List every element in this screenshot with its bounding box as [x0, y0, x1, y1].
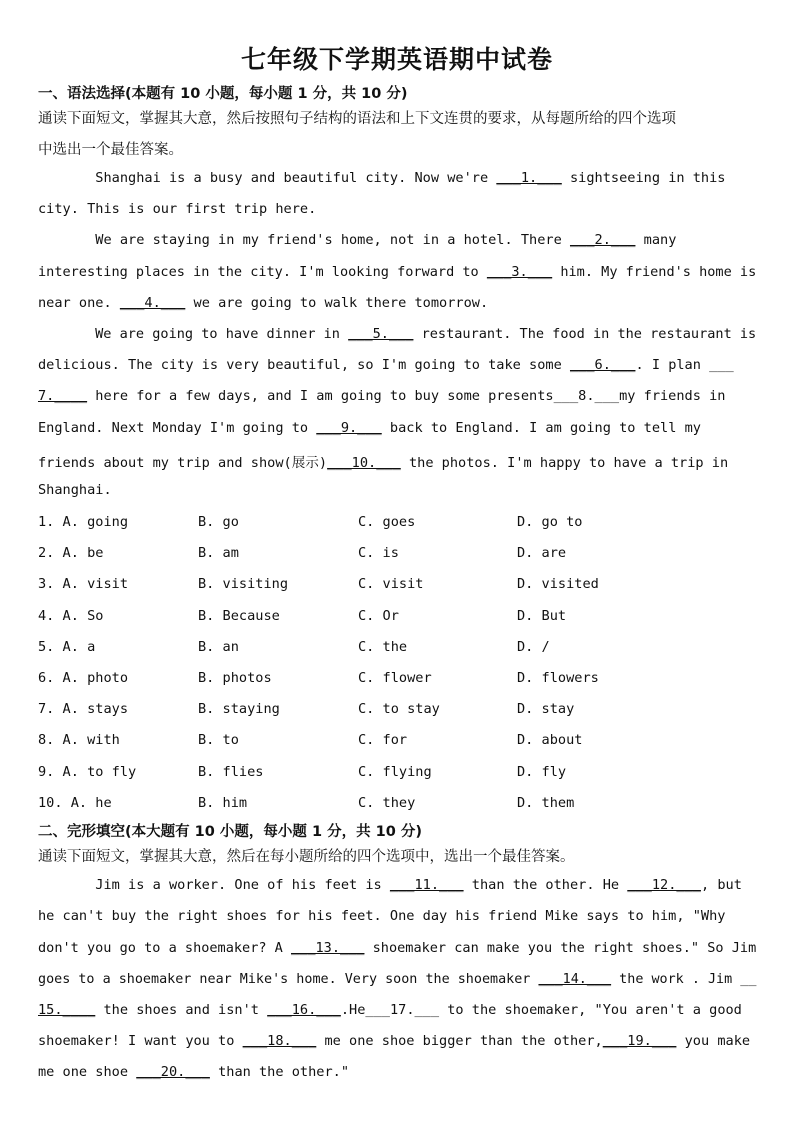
option-row — [38, 701, 756, 721]
option-choice: B. to — [198, 732, 239, 749]
option-choice: C. goes — [358, 514, 416, 530]
option-choice: D. them — [517, 794, 575, 811]
option-choice: D. But — [517, 607, 567, 624]
option-choice: 1. A. going — [38, 514, 129, 530]
option-choice: D. / — [517, 638, 550, 655]
passage-text: many — [635, 232, 677, 248]
option-choice: D. go to — [517, 514, 583, 530]
answer-blank: ___13.___ — [291, 940, 365, 956]
passage-text: friends about my trip and show(展示) — [38, 455, 328, 471]
option-choice: 10. A. he — [38, 794, 112, 811]
passage-text: goes to a shoemaker near Mike's home. Very soon the shoemaker — [38, 971, 539, 987]
page-title: 七年级下学期英语期中试卷 — [240, 45, 553, 74]
answer-blank: ___3.___ — [486, 264, 553, 280]
passage-line — [38, 388, 725, 404]
passage-text: Shanghai is a busy and beautiful city. Now we're — [38, 170, 497, 186]
passage-text: back to England. I am going to tell my — [381, 420, 701, 436]
passage-line — [38, 295, 488, 311]
option-choice: D. stay — [517, 701, 575, 718]
section2-heading: 二、完形填空(本大题有 10 小题，每小题 1 分，共 10 分) — [38, 824, 422, 840]
section2-instruction: 通读下面短文，掌握其大意，然后在每小题所给的四个选项中，选出一个最佳答案。 — [38, 849, 575, 865]
passage-text: near one. — [38, 295, 120, 311]
option-choice: 9. A. to fly — [38, 763, 137, 780]
option-choice: C. visit — [358, 576, 424, 593]
answer-blank: ___10.___ — [327, 455, 401, 471]
option-choice: C. is — [358, 545, 399, 562]
passage-line — [38, 877, 742, 893]
option-choice: D. about — [517, 732, 583, 749]
option-row — [38, 670, 756, 690]
passage-line — [38, 1033, 750, 1049]
passage-line — [38, 170, 725, 186]
passage-text: the photos. I'm happy to have a trip in — [400, 455, 729, 471]
passage-line — [38, 326, 756, 342]
passage-line — [38, 1064, 349, 1080]
passage-text: him. My friend's home is — [552, 264, 757, 280]
passage-line — [38, 482, 112, 498]
passage-text: We are staying in my friend's home, not in a hotel. There — [38, 232, 570, 248]
passage-text: the work . Jim __ — [611, 971, 757, 987]
passage-text: don't you go to a shoemaker? A — [38, 940, 292, 956]
passage-text: than the other. He — [463, 877, 628, 893]
passage-text: shoemaker! I want you to — [38, 1033, 243, 1049]
option-choice: 3. A. visit — [38, 576, 129, 593]
passage-text: We are going to have dinner in — [38, 326, 349, 342]
option-row — [38, 608, 756, 628]
option-choice: 5. A. a — [38, 638, 96, 655]
option-choice: B. staying — [198, 701, 280, 718]
passage-line — [38, 264, 756, 280]
option-choice: B. an — [198, 638, 239, 655]
option-row — [38, 514, 756, 534]
option-choice: C. they — [358, 794, 416, 811]
answer-blank: ___16.___ — [267, 1002, 341, 1018]
answer-blank: ___9.___ — [316, 420, 382, 436]
passage-line — [38, 232, 676, 248]
passage-text: delicious. The city is very beautiful, so I'm going to take some — [38, 357, 570, 373]
passage-line — [38, 940, 756, 956]
option-row — [38, 732, 756, 752]
section1-instruction-line2: 中选出一个最佳答案。 — [38, 142, 183, 158]
passage-text: Shanghai. — [38, 482, 112, 498]
option-row — [38, 576, 756, 596]
option-choice: 7. A. stays — [38, 701, 129, 718]
option-row — [38, 639, 756, 659]
passage-text: restaurant. The food in the restaurant is — [413, 326, 757, 342]
option-choice: B. go — [198, 514, 239, 530]
answer-blank: 7.____ — [38, 388, 88, 404]
option-choice: C. the — [358, 638, 408, 655]
passage-line — [38, 420, 701, 436]
passage-line — [38, 971, 756, 987]
option-choice: B. flies — [198, 763, 264, 780]
passage-line — [38, 1002, 742, 1018]
option-choice: B. visiting — [198, 576, 289, 593]
passage-text: me one shoe — [38, 1064, 137, 1080]
passage-line — [38, 201, 316, 217]
passage-text: interesting places in the city. I'm looking forward to — [38, 264, 487, 280]
answer-blank: ___12.___ — [627, 877, 701, 893]
passage-text: he can't buy the right shoes for his feet. One day his friend Mike says to him, "Why — [38, 908, 726, 924]
answer-blank: ___5.___ — [348, 326, 414, 342]
passage-text: me one shoe bigger than the other, — [316, 1033, 603, 1049]
passage-text: . I plan ___ — [635, 357, 734, 373]
answer-blank: ___2.___ — [569, 232, 636, 248]
passage-text: shoemaker can make you the right shoes." So Jim — [364, 940, 757, 956]
answer-blank: ___6.___ — [569, 357, 636, 373]
passage-text: the shoes and isn't — [95, 1002, 268, 1018]
passage-text: Jim is a worker. One of his feet is — [38, 877, 390, 893]
option-choice: D. visited — [517, 576, 599, 593]
passage-line — [38, 451, 728, 471]
answer-blank: ___18.___ — [242, 1033, 317, 1049]
answer-blank: 15.____ — [38, 1002, 96, 1018]
option-choice: 2. A. be — [38, 545, 104, 562]
passage-text: than the other." — [209, 1064, 350, 1080]
section1-instruction-line1: 通读下面短文，掌握其大意，然后按照句子结构的语法和上下文连贯的要求，从每题所给的四个选项 — [38, 111, 676, 127]
answer-blank: ___4.___ — [119, 295, 186, 311]
option-row — [38, 764, 756, 784]
option-choice: B. Because — [198, 607, 280, 624]
passage-text: you make — [676, 1033, 751, 1049]
option-choice: 8. A. with — [38, 732, 120, 749]
option-choice: D. flowers — [517, 670, 599, 686]
option-row — [38, 795, 756, 815]
answer-blank: ___20.___ — [136, 1064, 210, 1080]
passage-text: sightseeing in this — [561, 170, 726, 186]
passage-text: , but — [700, 877, 742, 893]
option-choice: B. am — [198, 545, 239, 562]
option-choice: C. flower — [358, 670, 432, 686]
option-choice: D. are — [517, 545, 567, 562]
option-choice: B. photos — [198, 670, 272, 686]
section1-heading: 一、语法选择(本题有 10 小题，每小题 1 分，共 10 分) — [38, 86, 408, 102]
passage-text: England. Next Monday I'm going to — [38, 420, 317, 436]
option-choice: 6. A. photo — [38, 670, 129, 686]
passage-text: we are going to walk there tomorrow. — [185, 295, 489, 311]
passage-text: .He___17.___ to the shoemaker, "You aren't a good — [340, 1002, 742, 1018]
passage-line — [38, 908, 725, 924]
answer-blank: ___14.___ — [538, 971, 612, 987]
passage-text: here for a few days, and I am going to buy some presents___8.___my friends in — [87, 388, 726, 404]
answer-blank: ___1.___ — [496, 170, 562, 186]
option-choice: 4. A. So — [38, 607, 104, 624]
option-choice: B. him — [198, 794, 248, 811]
passage-line — [38, 357, 734, 373]
option-choice: C. Or — [358, 607, 399, 624]
option-choice: D. fly — [517, 763, 567, 780]
option-choice: C. flying — [358, 763, 432, 780]
option-row — [38, 545, 756, 565]
option-choice: C. to stay — [358, 701, 440, 718]
answer-blank: ___19.___ — [602, 1033, 677, 1049]
answer-blank: ___11.___ — [389, 877, 464, 893]
option-choice: C. for — [358, 732, 408, 749]
passage-text: city. This is our first trip here. — [38, 201, 317, 217]
